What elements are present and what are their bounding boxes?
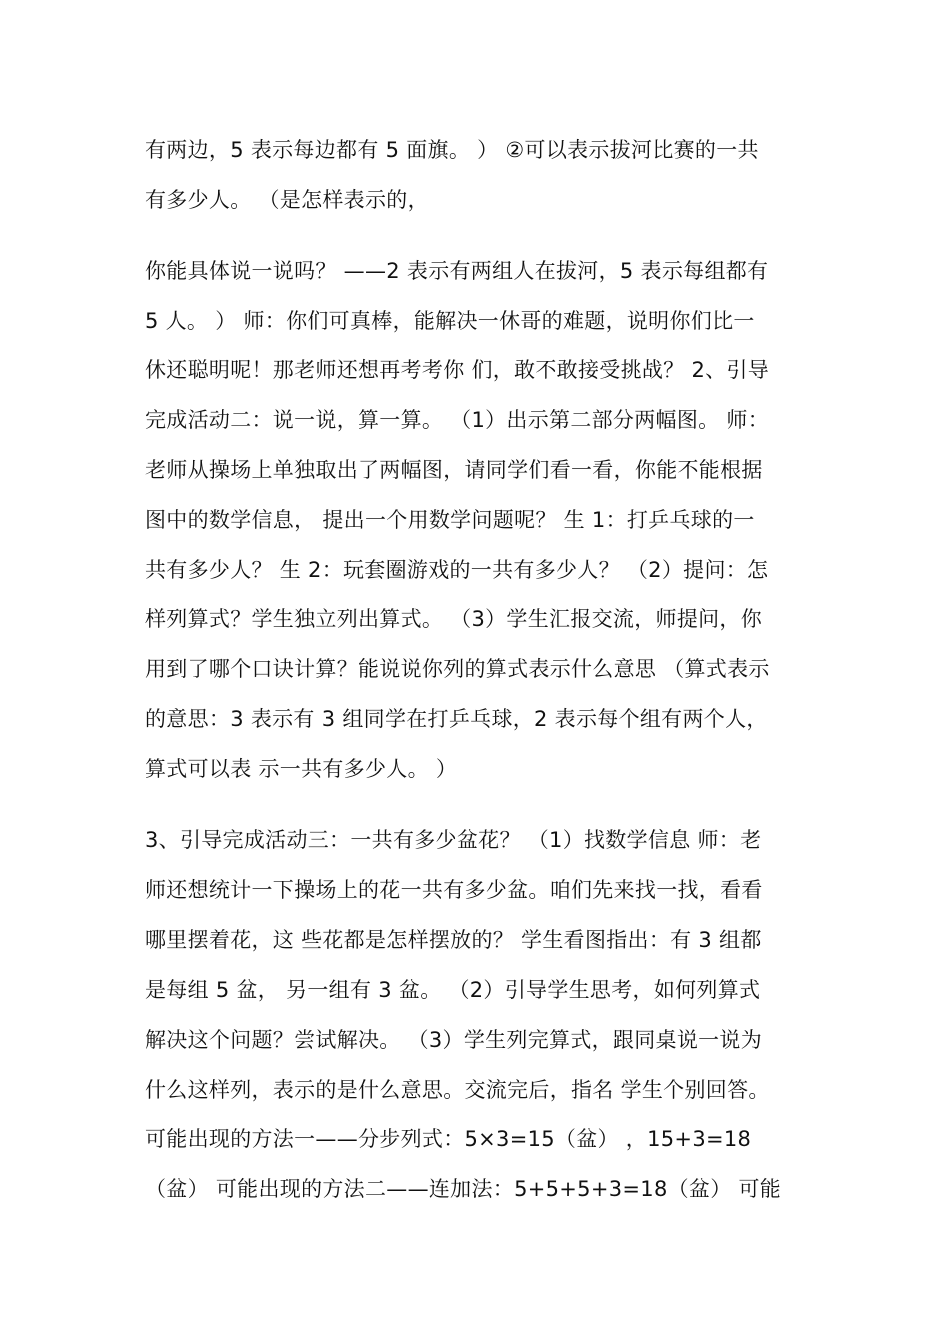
text-line: （盆） 可能出现的方法二——连加法：5+5+5+3=18（盆） 可能 [145, 1177, 782, 1201]
text-line: 师还想统计一下操场上的花一共有多少盆。咱们先来找一找，看看 [145, 878, 763, 902]
text-line: 共有多少人？ 生 2：玩套圈游戏的一共有多少人？ （2）提问：怎 [145, 558, 769, 582]
text-line: 算式可以表 示一共有多少人。 ） [145, 757, 458, 781]
text-line: 休还聪明呢！那老师还想再考考你 们，敢不敢接受挑战？ 2、引导 [145, 358, 770, 382]
text-line: 老师从操场上单独取出了两幅图，请同学们看一看，你能不能根据 [145, 458, 763, 482]
text-line: 有两边，5 表示每边都有 5 面旗。 ） ②可以表示拔河比赛的一共 [145, 138, 759, 162]
text-line: 是每组 5 盆， 另一组有 3 盆。 （2）引导学生思考，如何列算式 [145, 978, 761, 1002]
text-line: 哪里摆着花，这 些花都是怎样摆放的？ 学生看图指出：有 3 组都 [145, 928, 762, 952]
text-line: 的意思：3 表示有 3 组同学在打乒乓球，2 表示每个组有两个人， [145, 707, 768, 731]
text-line: 样列算式？学生独立列出算式。 （3）学生汇报交流，师提问，你 [145, 607, 763, 631]
text-line: 图中的数学信息， 提出一个用数学问题呢？ 生 1：打乒乓球的一 [145, 508, 755, 532]
text-line: 3、引导完成活动三：一共有多少盆花？ （1）找数学信息 师：老 [145, 828, 762, 852]
text-line: 5 人。 ） 师：你们可真棒，能解决一休哥的难题，说明你们比一 [145, 309, 755, 333]
text-line: 你能具体说一说吗？ ——2 表示有两组人在拔河，5 表示每组都有 [145, 259, 769, 283]
text-line: 用到了哪个口诀计算？能说说你列的算式表示什么意思 （算式表示 [145, 657, 770, 681]
text-line: 解决这个问题？尝试解决。 （3）学生列完算式，跟同桌说一说为 [145, 1028, 763, 1052]
text-line: 完成活动二：说一说，算一算。 （1）出示第二部分两幅图。 师： [145, 408, 770, 432]
text-line: 可能出现的方法一——分步列式：5×3=15（盆） ，15+3=18 [145, 1127, 752, 1151]
text-line: 什么这样列，表示的是什么意思。交流完后，指名 学生个别回答。 [145, 1078, 770, 1102]
text-line: 有多少人。 （是怎样表示的， [145, 188, 429, 212]
